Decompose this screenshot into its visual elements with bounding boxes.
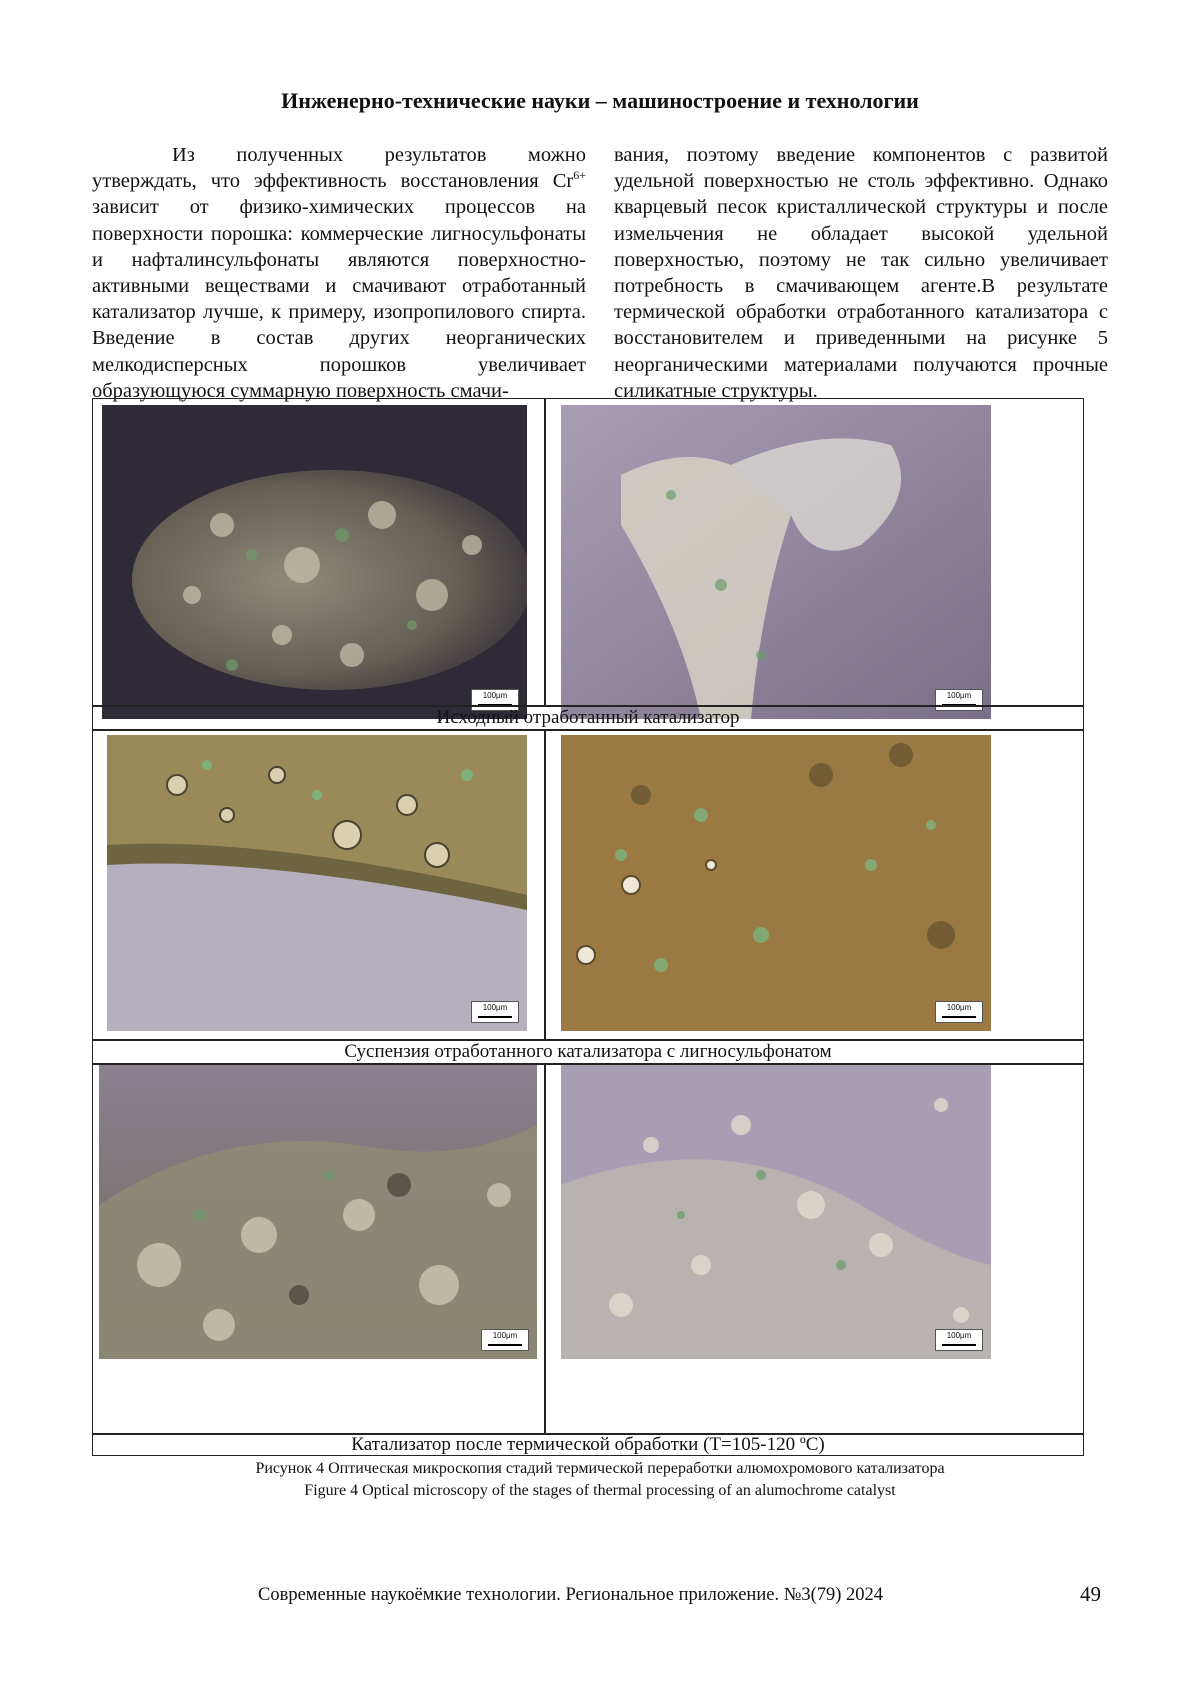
left-text-part2: зависит от физико-химических процессов на поверхности порошка: коммерческие лигносульфонаты и нафталинсульфонаты являются поверхностно-активными веществами и смачивают отработанный катализатор лучше, к примеру, изопропилового спирта. Введение в состав других неорганических мелкодисперсных порошков увеличивает образующуюся суммарную поверхность смачи- [92,196,586,402]
photo-heat-treated-1 [99,1065,537,1359]
scale-bar: 100μm [935,1001,983,1023]
row-caption-heat-treated: Катализатор после термической обработки (Т=105-120 ºС) [351,1434,825,1455]
photo-suspension-1 [107,735,527,1031]
page-header: Инженерно-технические науки – машиностроение и технологии [281,88,919,113]
right-paragraph: вания, поэтому введение компонентов с развитой удельной поверхностью не столь эффективно. Однако кварцевый песок кристаллической структуры и после измельчения не обладает высокой удельной поверхностью, поэтому не так сильно увеличивает потребность в смачивающем агенте.В результате термической обработки отработанного катализатора с восстановителем и приведенными на рисунке 5 неорганическими материалами получаются прочные силикатные структуры. [614,144,1108,402]
scale-bar: 100μm [935,1329,983,1351]
page-number: 49 [1080,1582,1101,1606]
figure-table [92,398,1084,1456]
figure-caption [0,1458,1200,1502]
right-column [614,142,1108,404]
photo-original-catalyst-2 [561,405,991,719]
photo-heat-treated-2 [561,1065,991,1359]
left-paragraph [92,142,586,404]
figure-caption-ru: Рисунок 4 Оптическая микроскопия стадий термической переработки алюмохромового катализатора [255,1460,945,1477]
row-caption-original: Исходный отработанный катализатор [436,707,740,728]
scale-bar: 100μm [935,689,983,711]
body-text [92,142,1107,400]
scale-bar: 100μm [471,1001,519,1023]
left-text-part1: Из полученных результатов можно утверждать, что эффективность восстановления Cr [92,144,586,193]
row-caption-suspension: Суспензия отработанного катализатора с лигносульфонатом [344,1041,832,1062]
journal-footer: Современные наукоёмкие технологии. Региональное приложение. №3(79) 2024 [258,1585,884,1605]
figure-caption-en: Figure 4 Optical microscopy of the stages of thermal processing of an alumochrome catalyst [304,1482,896,1499]
photo-original-catalyst-1 [102,405,527,719]
left-column [92,142,586,404]
scale-bar: 100μm [481,1329,529,1351]
photo-suspension-2 [561,735,991,1031]
scale-bar: 100μm [471,689,519,711]
superscript: 6+ [573,168,586,183]
